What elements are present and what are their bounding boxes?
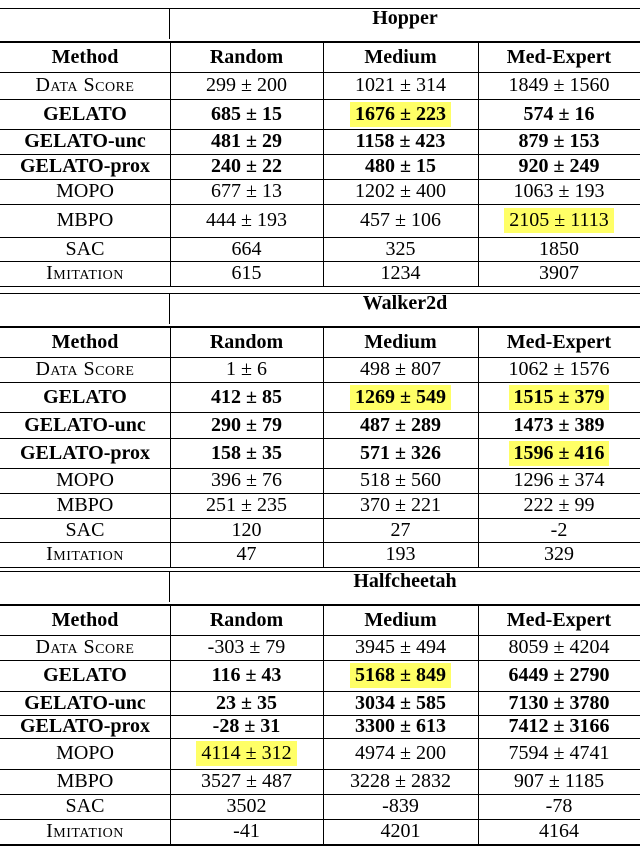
rule-line: [478, 204, 479, 237]
method-name: MBPO: [56, 494, 114, 516]
rule-line: [323, 518, 324, 542]
score-cell: [323, 438, 478, 468]
column-header-row: [0, 605, 640, 635]
score-value: 1234: [380, 262, 421, 284]
rule-line: [170, 660, 171, 691]
score-value: -28 ± 31: [212, 715, 281, 737]
rule-line: [323, 327, 324, 357]
rule-line: [170, 382, 171, 412]
score-value: 480 ± 15: [365, 155, 436, 177]
column-header-row: [0, 327, 640, 357]
rule-line: [170, 819, 171, 844]
score-cell: [323, 154, 478, 179]
rule-line: [478, 715, 479, 738]
score-cell: [478, 738, 640, 769]
score-value: 3907: [539, 262, 579, 284]
score-value: 498 ± 807: [360, 358, 441, 380]
score-value: 615: [231, 262, 262, 284]
rule-line: [323, 819, 324, 844]
score-cell: [170, 129, 323, 154]
score-value: 6449 ± 2790: [508, 664, 610, 686]
method-name: GELATO-unc: [24, 691, 146, 714]
rule-line: [170, 72, 171, 99]
score-value: 158 ± 35: [211, 441, 282, 464]
table-row: [0, 382, 640, 412]
highlighted-score: 1596 ± 416: [509, 441, 610, 466]
score-cell: [170, 179, 323, 204]
score-cell: [478, 493, 640, 518]
score-cell: [478, 819, 640, 844]
method-name: SAC: [65, 795, 105, 817]
score-cell: [323, 382, 478, 412]
score-cell: [170, 468, 323, 493]
rule-line: [170, 468, 171, 493]
rule-line: [478, 660, 479, 691]
rule-line: [478, 154, 479, 179]
rule-line: [169, 8, 170, 39]
score-value: 116 ± 43: [211, 664, 282, 686]
rule-line: [478, 261, 479, 286]
score-cell: [478, 794, 640, 819]
score-value: 571 ± 326: [360, 441, 441, 464]
score-cell: [170, 237, 323, 261]
score-value: 1158 ± 423: [355, 130, 446, 152]
rule-line: [170, 99, 171, 129]
score-cell: [478, 99, 640, 129]
rule-line: [323, 493, 324, 518]
score-cell: [478, 438, 640, 468]
method-name: Imitation: [46, 262, 124, 284]
score-cell: [323, 99, 478, 129]
method-name: MOPO: [56, 180, 114, 202]
method-name: MOPO: [56, 742, 114, 764]
table-row: [0, 154, 640, 179]
score-value: 396 ± 76: [211, 469, 282, 491]
score-value: 27: [390, 518, 411, 541]
rule-line: [323, 237, 324, 261]
table-row: [0, 412, 640, 438]
score-cell: [478, 72, 640, 99]
table-row: [0, 819, 640, 844]
score-value: 664: [231, 237, 262, 260]
score-cell: [478, 468, 640, 493]
env-title-row: [0, 563, 640, 600]
score-cell: [170, 261, 323, 286]
table-row: [0, 204, 640, 237]
score-cell: [478, 204, 640, 237]
score-cell: [170, 412, 323, 438]
score-value: 1021 ± 314: [355, 74, 446, 96]
method-name: MBPO: [56, 770, 114, 792]
score-cell: [323, 794, 478, 819]
score-cell: [170, 738, 323, 769]
method-name: GELATO-prox: [19, 155, 151, 177]
score-cell: [323, 738, 478, 769]
rule-line: [478, 605, 479, 635]
score-value: -839: [382, 795, 419, 817]
table-row: [0, 357, 640, 382]
score-value: 1062 ± 1576: [508, 358, 610, 380]
score-value: 1202 ± 400: [355, 180, 446, 202]
table-row: [0, 468, 640, 493]
column-header: Medium: [364, 45, 437, 68]
score-value: 7594 ± 4741: [508, 742, 610, 764]
score-value: 325: [385, 237, 416, 260]
method-name: GELATO-prox: [19, 441, 151, 464]
rule-line: [169, 571, 170, 602]
table-row: [0, 99, 640, 129]
rule-line: [323, 72, 324, 99]
rule-line: [323, 635, 324, 660]
env-title-row: [0, 285, 640, 322]
rule-line: [323, 42, 324, 72]
rule-line: [478, 468, 479, 493]
rule-line: [170, 518, 171, 542]
score-value: 412 ± 85: [211, 385, 282, 408]
rule-line: [478, 129, 479, 154]
column-header: Method: [51, 608, 119, 631]
score-value: 3034 ± 585: [355, 691, 446, 714]
rule-line: [170, 261, 171, 286]
score-value: 1473 ± 389: [513, 413, 605, 436]
score-cell: [323, 769, 478, 794]
score-value: 329: [544, 543, 574, 565]
score-value: 4201: [380, 820, 421, 842]
method-name: GELATO-unc: [24, 413, 146, 436]
rule-line: [170, 738, 171, 769]
column-header: Med-Expert: [506, 330, 612, 353]
column-header: Medium: [364, 608, 437, 631]
score-cell: [478, 691, 640, 715]
env-title: Halfcheetah: [353, 570, 457, 592]
table-row: [0, 715, 640, 738]
score-value: 4974 ± 200: [355, 742, 446, 764]
table-row: [0, 179, 640, 204]
score-cell: [478, 237, 640, 261]
rule-line: [478, 493, 479, 518]
score-cell: [478, 154, 640, 179]
method-name: GELATO: [43, 102, 127, 125]
rule-line: [323, 438, 324, 468]
rule-line: [323, 769, 324, 794]
score-value: 222 ± 99: [523, 494, 595, 516]
score-cell: [170, 715, 323, 738]
table-row: [0, 738, 640, 769]
score-value: 3527 ± 487: [201, 770, 292, 792]
rule-line: [323, 99, 324, 129]
rule-line: [478, 738, 479, 769]
table-row: [0, 635, 640, 660]
rule-line: [170, 635, 171, 660]
rule-line: [170, 129, 171, 154]
score-value: 290 ± 79: [211, 413, 282, 436]
column-header: Med-Expert: [506, 45, 612, 68]
score-value: 1296 ± 374: [513, 469, 605, 491]
score-cell: [170, 154, 323, 179]
score-value: 1849 ± 1560: [508, 74, 610, 96]
table-row: [0, 660, 640, 691]
method-name: GELATO-unc: [24, 130, 146, 152]
score-value: 920 ± 249: [518, 155, 600, 177]
score-cell: [478, 660, 640, 691]
highlighted-score: 5168 ± 849: [350, 663, 451, 688]
rule-line: [170, 357, 171, 382]
score-value: -41: [233, 820, 260, 842]
highlighted-score: 1515 ± 379: [509, 385, 610, 410]
rule-line: [170, 493, 171, 518]
rule-line: [323, 660, 324, 691]
rule-line: [323, 204, 324, 237]
rule-line: [170, 769, 171, 794]
rule-line: [170, 237, 171, 261]
score-value: 1063 ± 193: [513, 180, 605, 202]
rule-line: [478, 518, 479, 542]
rule-line: [323, 794, 324, 819]
column-header: Random: [209, 330, 284, 353]
score-cell: [323, 179, 478, 204]
rule-line: [170, 327, 171, 357]
score-cell: [170, 493, 323, 518]
score-value: -78: [545, 795, 573, 817]
method-name: MBPO: [56, 209, 114, 231]
rule-line: [323, 382, 324, 412]
score-value: 3502: [226, 795, 267, 817]
rule-line: [323, 129, 324, 154]
column-header: Method: [51, 45, 119, 68]
rule-line: [478, 357, 479, 382]
table-row: [0, 794, 640, 819]
rule-line: [323, 738, 324, 769]
score-value: 299 ± 200: [206, 74, 287, 96]
rule-line: [170, 605, 171, 635]
rule-line: [170, 691, 171, 715]
column-header: Random: [209, 608, 284, 631]
method-name: Data Score: [35, 74, 135, 96]
score-cell: [170, 438, 323, 468]
score-value: 481 ± 29: [211, 130, 282, 152]
method-name: GELATO-prox: [19, 715, 151, 737]
rule-line: [478, 42, 479, 72]
score-cell: [323, 635, 478, 660]
method-name: GELATO: [43, 385, 127, 408]
rule-line: [170, 794, 171, 819]
score-value: 685 ± 15: [211, 102, 282, 125]
score-cell: [323, 691, 478, 715]
highlighted-score: 1676 ± 223: [350, 102, 451, 127]
score-cell: [478, 635, 640, 660]
table-row: [0, 769, 640, 794]
rule-line: [478, 327, 479, 357]
table-row: [0, 518, 640, 542]
score-value: 3228 ± 2832: [350, 770, 451, 792]
score-value: -303 ± 79: [207, 636, 286, 658]
score-cell: [323, 204, 478, 237]
score-cell: [323, 357, 478, 382]
score-value: 879 ± 153: [518, 130, 600, 152]
rule-line: [169, 293, 170, 324]
score-cell: [170, 691, 323, 715]
highlighted-score: 4114 ± 312: [196, 741, 296, 766]
score-value: 7130 ± 3780: [508, 691, 610, 714]
method-name: Imitation: [46, 543, 124, 565]
score-value: 1 ± 6: [226, 358, 267, 380]
table-row: [0, 493, 640, 518]
rule-line: [323, 261, 324, 286]
table-row: [0, 129, 640, 154]
rule-line: [478, 438, 479, 468]
score-cell: [478, 129, 640, 154]
score-cell: [170, 635, 323, 660]
score-cell: [323, 129, 478, 154]
column-header: Method: [51, 330, 119, 353]
rule-line: [170, 438, 171, 468]
rule-line: [323, 154, 324, 179]
rule-line: [478, 769, 479, 794]
score-value: -2: [550, 518, 568, 541]
rule-line: [170, 154, 171, 179]
score-cell: [170, 518, 323, 542]
rule-line: [478, 99, 479, 129]
rule-line: [478, 794, 479, 819]
score-cell: [323, 261, 478, 286]
score-value: 193: [385, 543, 416, 565]
score-value: 47: [236, 543, 257, 565]
rule-line: [323, 179, 324, 204]
rule-line: [478, 237, 479, 261]
score-value: 574 ± 16: [523, 102, 595, 125]
score-value: 487 ± 289: [360, 413, 441, 436]
rule-line: [323, 468, 324, 493]
score-value: 1850: [539, 237, 579, 260]
score-value: 3945 ± 494: [355, 636, 446, 658]
env-title: Walker2d: [362, 292, 448, 314]
column-header: Medium: [364, 330, 437, 353]
score-cell: [478, 769, 640, 794]
highlighted-score: 2105 ± 1113: [504, 208, 614, 233]
env-title: Hopper: [372, 7, 438, 29]
column-header: Med-Expert: [506, 608, 612, 631]
method-name: Data Score: [35, 636, 135, 658]
score-value: 3300 ± 613: [355, 715, 446, 737]
method-name: Data Score: [35, 358, 135, 380]
column-header: Random: [209, 45, 284, 68]
score-cell: [323, 715, 478, 738]
rule-line: [323, 357, 324, 382]
score-cell: [323, 237, 478, 261]
score-cell: [170, 72, 323, 99]
rule-line: [478, 691, 479, 715]
score-value: 518 ± 560: [360, 469, 441, 491]
table-row: [0, 237, 640, 261]
score-cell: [323, 819, 478, 844]
score-value: 23 ± 35: [216, 691, 277, 714]
env-title-row: [0, 0, 640, 37]
score-cell: [478, 412, 640, 438]
score-value: 457 ± 106: [360, 209, 441, 231]
score-cell: [170, 660, 323, 691]
score-cell: [323, 518, 478, 542]
score-value: 4164: [539, 820, 579, 842]
score-cell: [170, 794, 323, 819]
rule-line: [478, 412, 479, 438]
score-cell: [323, 412, 478, 438]
table-row: [0, 261, 640, 286]
rule-line: [478, 819, 479, 844]
score-cell: [170, 382, 323, 412]
score-cell: [323, 72, 478, 99]
method-name: SAC: [65, 518, 105, 541]
method-name: MOPO: [56, 469, 114, 491]
score-value: 240 ± 22: [211, 155, 282, 177]
rule-line: [478, 72, 479, 99]
score-value: 677 ± 13: [211, 180, 282, 202]
score-value: 7412 ± 3166: [508, 715, 610, 737]
rule-line: [323, 691, 324, 715]
rule-line: [478, 179, 479, 204]
method-name: Imitation: [46, 820, 124, 842]
highlighted-score: 1269 ± 549: [350, 385, 451, 410]
score-value: 251 ± 235: [206, 494, 287, 516]
method-name: SAC: [65, 237, 105, 260]
rule-line: [170, 715, 171, 738]
score-cell: [478, 179, 640, 204]
score-cell: [170, 204, 323, 237]
score-cell: [323, 493, 478, 518]
score-cell: [478, 357, 640, 382]
score-cell: [170, 99, 323, 129]
method-name: GELATO: [43, 664, 127, 686]
score-cell: [478, 382, 640, 412]
score-cell: [478, 715, 640, 738]
table-row: [0, 72, 640, 99]
table-row: [0, 691, 640, 715]
score-value: 8059 ± 4204: [508, 636, 610, 658]
score-cell: [478, 518, 640, 542]
rule-line: [170, 204, 171, 237]
score-cell: [323, 468, 478, 493]
table-row: [0, 438, 640, 468]
rule-line: [478, 382, 479, 412]
score-cell: [478, 261, 640, 286]
rule-line: [323, 412, 324, 438]
score-value: 370 ± 221: [360, 494, 441, 516]
score-value: 907 ± 1185: [513, 770, 605, 792]
score-cell: [170, 357, 323, 382]
rule-line: [170, 42, 171, 72]
rule-line: [323, 715, 324, 738]
score-cell: [323, 660, 478, 691]
rule-line: [170, 179, 171, 204]
column-header-row: [0, 42, 640, 72]
score-value: 120: [231, 518, 262, 541]
rule-line: [323, 605, 324, 635]
rule-line: [478, 635, 479, 660]
score-cell: [170, 819, 323, 844]
score-value: 444 ± 193: [206, 209, 287, 231]
score-cell: [170, 769, 323, 794]
rule-line: [170, 412, 171, 438]
